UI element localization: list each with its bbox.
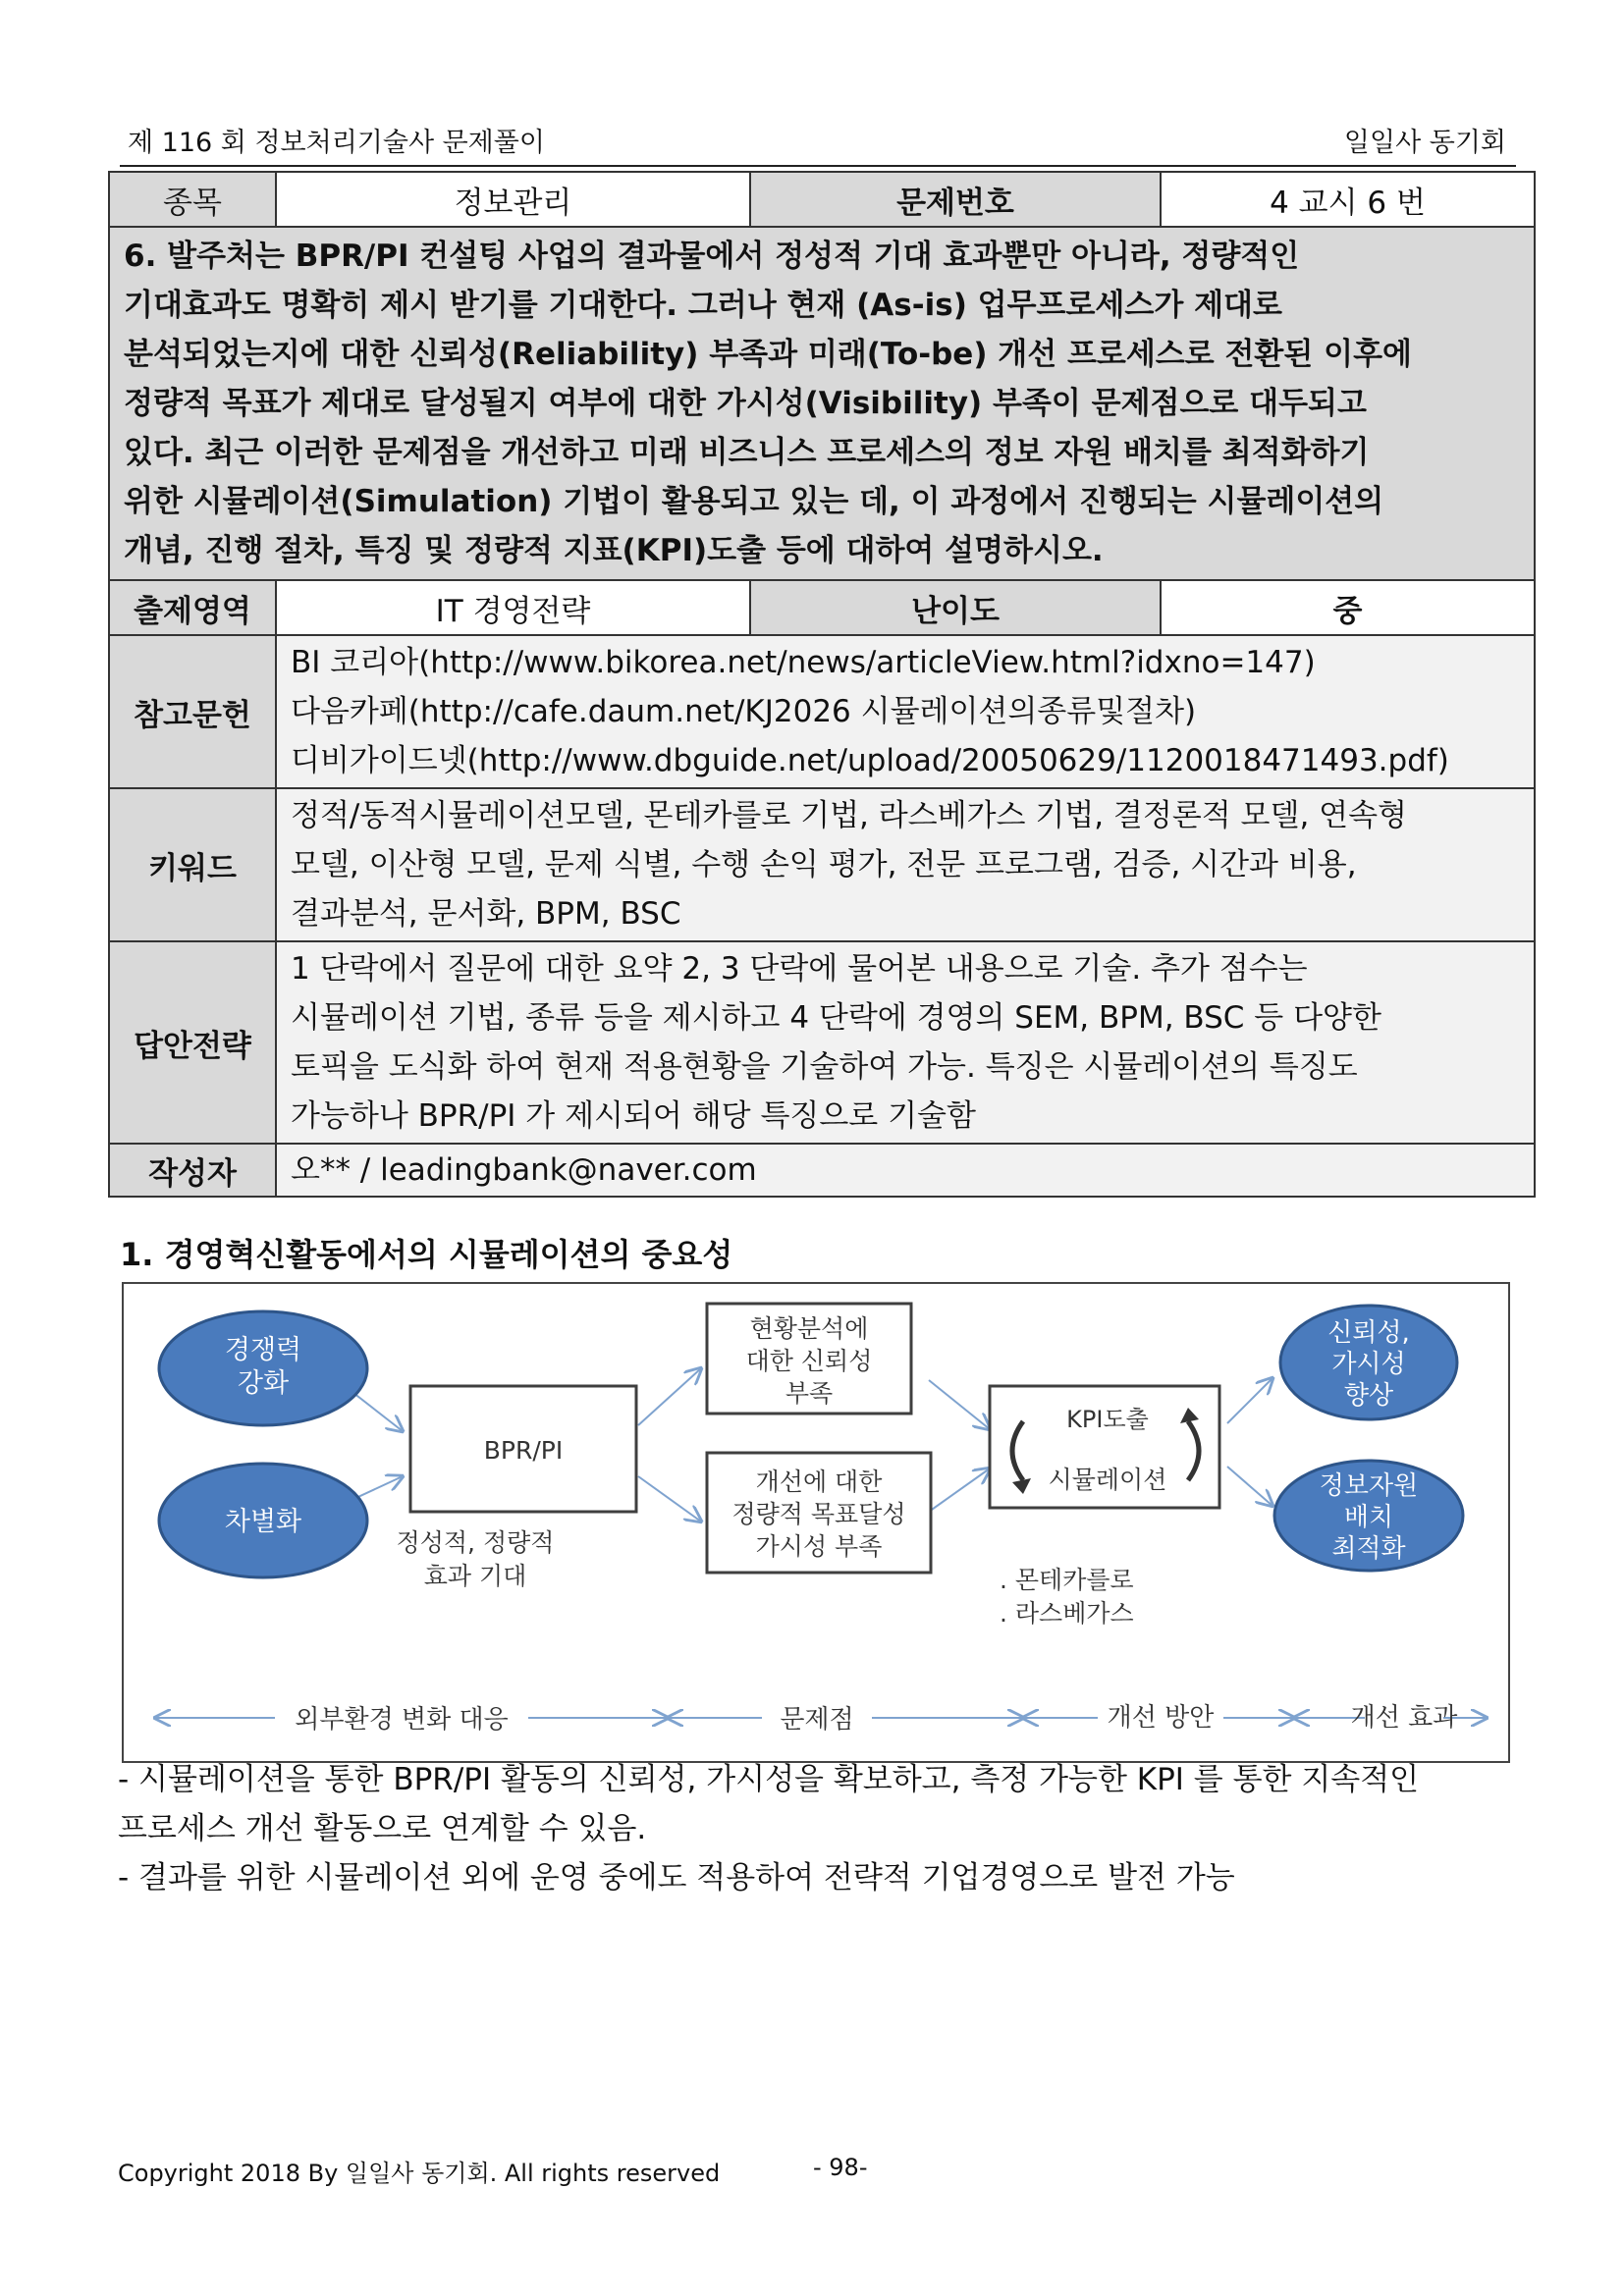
ellipse-text: 최적화 [1331, 1534, 1406, 1564]
ellipse-text: 정보자원 [1319, 1471, 1419, 1501]
problem-box-visibility [707, 1453, 931, 1573]
bpr-box [410, 1386, 636, 1512]
flow-arrow [929, 1380, 990, 1429]
keyword-line: 결과분석, 문서화, BPM, BSC [291, 896, 681, 932]
table-row [109, 227, 1535, 580]
ref-line: 다음카페(http://cafe.daum.net/KJ2026 시뮬레이션의종류및절차) [291, 694, 1197, 729]
qnum-label: 문제번호 [750, 172, 1161, 227]
question-info-table [108, 171, 1536, 1198]
strategy-label: 답안전략 [109, 941, 276, 1144]
section-title: 1. 경영혁신활동에서의 시뮬레이션의 중요성 [120, 1236, 733, 1273]
table-row [109, 788, 1535, 941]
stage-label: 외부환경 변화 대응 [295, 1705, 509, 1735]
bpr-caption: 효과 기대 [423, 1562, 527, 1590]
page-header [120, 122, 1516, 167]
area-value: IT 경영전략 [276, 580, 750, 635]
question-line: 개념, 진행 절차, 특징 및 정량적 지표(KPI)도출 등에 대하여 설명하시오. [124, 533, 1104, 568]
body-paragraph: - 시뮬레이션을 통한 BPR/PI 활동의 신뢰성, 가시성을 확보하고, 측정 가능한 KPI 를 통한 지속적인 [118, 1762, 1420, 1797]
stage-label: 개선 효과 [1350, 1703, 1458, 1733]
strategy-line: 가능하나 BPR/PI 가 제시되어 해당 특징으로 기술함 [291, 1098, 976, 1134]
ellipse-text: 경쟁력 [224, 1335, 302, 1365]
keyword-label: 키워드 [109, 788, 276, 941]
ellipse-text: 가시성 [1331, 1350, 1406, 1379]
flow-arrow [929, 1468, 990, 1512]
bpr-caption: 정성적, 정량적 [396, 1528, 555, 1557]
flow-arrow [1227, 1467, 1272, 1506]
keyword-line: 정적/동적시뮬레이션모델, 몬테카를로 기법, 라스베가스 기법, 결정론적 모델, 연속형 [291, 798, 1407, 833]
problem-box-reliability [707, 1304, 911, 1414]
strategy-line: 토픽을 도식화 하여 현재 적용현황을 기술하여 가능. 특징은 시뮬레이션의 특징도 [291, 1049, 1358, 1085]
strategy-line: 시뮬레이션 기법, 종류 등을 제시하고 4 단락에 경영의 SEM, BPM, BSC 등 다양한 [291, 1000, 1381, 1036]
keyword-line: 모델, 이산형 모델, 문제 식별, 수행 손익 평가, 전문 프로그램, 검증, 시간과 비용, [291, 847, 1357, 882]
ellipse-text: 강화 [237, 1368, 290, 1399]
footer-page-number: - 98- [813, 2154, 868, 2181]
table-row [109, 635, 1535, 788]
problem-text: 대한 신뢰성 [745, 1347, 873, 1375]
kpi-box [990, 1386, 1219, 1508]
category-value: 정보관리 [276, 172, 750, 227]
ellipse-text: 배치 [1343, 1503, 1394, 1532]
header-title: 제 116 회 정보처리기술사 문제풀이 [128, 128, 545, 158]
problem-text: 부족 [785, 1379, 834, 1408]
body-paragraph: 프로세스 개선 활동으로 연계할 수 있음. [118, 1811, 647, 1846]
problem-text: 정량적 목표달성 [731, 1500, 906, 1528]
flow-arrow [1227, 1378, 1272, 1423]
stage-label: 개선 방안 [1107, 1703, 1215, 1733]
problem-text: 개선에 대한 [755, 1468, 883, 1496]
flow-arrow [638, 1476, 701, 1522]
ellipse-text: 신뢰성, [1327, 1318, 1410, 1348]
keyword-content [276, 788, 1535, 941]
difficulty-value: 중 [1161, 580, 1535, 635]
qnum-value: 4 교시 6 번 [1161, 172, 1535, 227]
diagram-svg [124, 1284, 1508, 1761]
strategy-content [276, 941, 1535, 1144]
problem-text: 가시성 부족 [755, 1532, 883, 1561]
ref-content [276, 635, 1535, 788]
ref-line: BI 코리아(http://www.bikorea.net/news/articleView.html?idxno=147) [291, 645, 1316, 680]
difficulty-label: 난이도 [750, 580, 1161, 635]
question-line: 있다. 최근 이러한 문제점을 개선하고 미래 비즈니스 프로세스의 정보 자원 배치를 최적화하기 [124, 435, 1370, 470]
ref-label: 참고문헌 [109, 635, 276, 788]
bpr-text: BPR/PI [483, 1436, 564, 1465]
category-label: 종목 [109, 172, 276, 227]
table-row [109, 580, 1535, 635]
question-line: 위한 시뮬레이션(Simulation) 기법이 활용되고 있는 데, 이 과정에서 진행되는 시뮬레이션의 [124, 484, 1384, 519]
ref-line: 디비가이드넷(http://www.dbguide.net/upload/20050629/1120018471493.pdf) [291, 743, 1449, 778]
ellipse-text: 차별화 [224, 1507, 302, 1537]
question-line: 분석되었는지에 대한 신뢰성(Reliability) 부족과 미래(To-be) 개선 프로세스로 전환된 이후에 [124, 337, 1412, 372]
question-line: 정량적 목표가 제대로 달성될지 여부에 대한 가시성(Visibility) 부족이 문제점으로 대두되고 [124, 386, 1367, 421]
simulation-diagram [122, 1282, 1510, 1763]
table-row [109, 941, 1535, 1144]
author-label: 작성자 [109, 1144, 276, 1197]
flow-arrow [638, 1368, 701, 1425]
question-line: 6. 발주처는 BPR/PI 컨설팅 사업의 결과물에서 정성적 기대 효과뿐만 아니라, 정량적인 [124, 239, 1300, 274]
differentiation-ellipse [159, 1464, 367, 1577]
body-paragraph: - 결과를 위한 시뮬레이션 외에 운영 중에도 적용하여 전략적 기업경영으로 발전 가능 [118, 1860, 1235, 1896]
resource-optimization-ellipse [1274, 1461, 1463, 1571]
reliability-visibility-ellipse [1280, 1306, 1457, 1419]
kpi-text: KPI도출 [1066, 1406, 1149, 1433]
stage-label: 문제점 [780, 1705, 854, 1735]
author-value: 오** / leadingbank@naver.com [276, 1144, 1535, 1197]
table-row [109, 172, 1535, 227]
question-text [109, 227, 1535, 580]
area-label: 출제영역 [109, 580, 276, 635]
strategy-line: 1 단락에서 질문에 대한 요약 2, 3 단락에 물어본 내용으로 기술. 추가 점수는 [291, 951, 1308, 987]
kpi-caption: . 라스베가스 [1000, 1599, 1134, 1628]
problem-text: 현황분석에 [749, 1314, 869, 1343]
table-row [109, 1144, 1535, 1197]
simulation-text: 시뮬레이션 [1048, 1466, 1167, 1494]
question-line: 기대효과도 명확히 제시 받기를 기대한다. 그러나 현재 (As-is) 업무프로세스가 제대로 [124, 288, 1282, 323]
kpi-caption: . 몬테카를로 [1000, 1566, 1134, 1594]
ellipse-text: 향상 [1343, 1381, 1394, 1411]
competitiveness-ellipse [159, 1311, 367, 1425]
footer-copyright: Copyright 2018 By 일일사 동기회. All rights reserved [118, 2160, 721, 2187]
header-group: 일일사 동기회 [1343, 128, 1506, 158]
